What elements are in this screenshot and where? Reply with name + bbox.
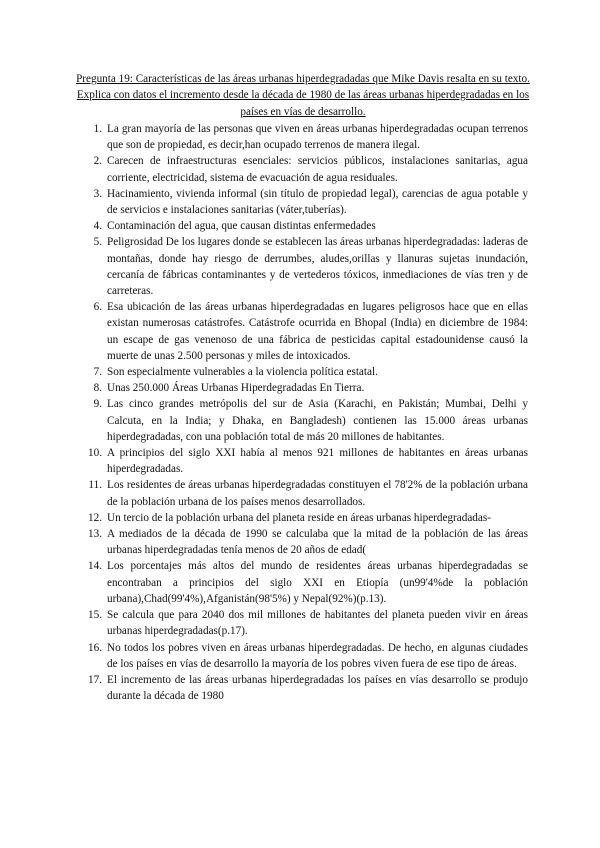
list-item-number: 12. bbox=[88, 511, 102, 524]
list-item-text: Los porcentajes más altos del mundo de residentes áreas urbanas hiperdegradadas se encontraban a principios del siglo XXI en Etiopía (un99'4%de la población urbana),Chad(99'4%),Afganistán(98'5%) y Nepal(92%)(p.13). bbox=[107, 560, 528, 605]
answer-list bbox=[80, 121, 528, 704]
list-item bbox=[80, 445, 528, 477]
list-item bbox=[80, 672, 528, 704]
list-item bbox=[80, 153, 528, 185]
list-item-number: 10. bbox=[88, 447, 102, 460]
list-item bbox=[80, 380, 528, 396]
list-item-number: 4. bbox=[93, 220, 102, 233]
list-item-number: 3. bbox=[93, 187, 102, 200]
list-item bbox=[80, 526, 528, 558]
list-item bbox=[80, 364, 528, 380]
list-item-number: 1. bbox=[93, 123, 102, 135]
list-item bbox=[80, 121, 528, 153]
list-item-text: Carecen de infraestructuras esenciales: servicios públicos, instalaciones sanitarias, agua corriente, electricidad, sistema de evacuación de agua residuales. bbox=[107, 155, 528, 184]
list-item-number: 2. bbox=[93, 155, 102, 168]
list-item bbox=[80, 477, 528, 509]
list-item-number: 8. bbox=[93, 382, 102, 395]
list-item-text: El incremento de las áreas urbanas hiperdegradadas los países en vías desarrollo se produjo durante la década de 1980 bbox=[107, 673, 528, 703]
list-item bbox=[80, 640, 528, 672]
list-item-number: 9. bbox=[93, 398, 102, 411]
list-item-text: La gran mayoría de las personas que viven en áreas urbanas hiperdegradadas ocupan terrenos que son de propiedad, es decir,han ocupado terrenos de manera ilegal. bbox=[107, 123, 528, 152]
list-item-number: 5. bbox=[93, 236, 102, 249]
list-item-text: Son especialmente vulnerables a la violencia política estatal. bbox=[107, 366, 378, 379]
list-item-text: Peligrosidad De los lugares donde se establecen las áreas urbanas hiperdegradadas: laderas de montañas, donde hay riesgo de derrumbes, aludes,orillas y llanuras sujetas inundación, cercanía de fábricas contaminantes y de vertederos tóxicos, inmediaciones de vías tren y de carreteras. bbox=[107, 236, 528, 298]
list-item bbox=[80, 218, 528, 234]
list-item-text: A principios del siglo XXI había al menos 921 millones de habitantes en áreas urbanas hiperdegradadas. bbox=[107, 447, 528, 476]
list-item-text: Un tercio de la población urbana del planeta reside en áreas urbanas hiperdegradadas- bbox=[107, 511, 491, 524]
list-item-text: Se calcula que para 2040 dos mil millones de habitantes del planeta pueden vivir en áreas urbanas hiperdegradadas(p.17). bbox=[107, 609, 528, 638]
list-item bbox=[80, 510, 528, 526]
list-item-number: 14. bbox=[88, 560, 102, 573]
list-item-text: No todos los pobres viven en áreas urbanas hiperdegradadas. De hecho, en algunas ciudades de los países en vías de desarrollo la mayoría de los pobres viven fuera de ese tipo de áreas. bbox=[107, 641, 528, 670]
list-item-text: Unas 250.000 Áreas Urbanas Hiperdegradadas En Tierra. bbox=[107, 382, 365, 395]
list-item-number: 17. bbox=[88, 673, 102, 686]
list-item-text: Hacinamiento, vivienda informal (sin título de propiedad legal), carencias de agua potable y de servicios e instalaciones sanitarias (váter,tuberías). bbox=[107, 187, 528, 217]
list-item bbox=[80, 396, 528, 445]
list-item-number: 15. bbox=[88, 609, 102, 622]
list-item-number: 16. bbox=[88, 641, 102, 654]
question-heading: Pregunta 19: Características de las áreas urbanas hiperdegradadas que Mike Davis resalta en su texto. Explica con datos el incremento desde la década de 1980 de las áreas urbanas hiperdegradadas en los países en vías de desarrollo. bbox=[76, 73, 530, 118]
list-item-text: Esa ubicación de las áreas urbanas hiperdegradadas en lugares peligrosos hace que en ellas existan numerosas catástrofes. Catástrofe ocurrida en Bhopal (India) en diciembre de 1984: un escape de gas venenoso de una fábrica de pesticidas capital estadounidense causó la muerte de unas 2.500 personas y miles de intoxicados. bbox=[107, 301, 528, 362]
list-item bbox=[80, 558, 528, 607]
list-item bbox=[80, 234, 528, 299]
list-item-text: Las cinco grandes metrópolis del sur de Asia (Karachi, en Pakistán; Mumbai, Delhi y Calcuta, en la India; y Dhaka, en Bangladesh) contienen las 15.000 áreas urbanas hiperdegradadas, con una población total de más 20 millones de habitantes. bbox=[107, 398, 528, 443]
list-item bbox=[80, 299, 528, 364]
list-item-text: Contaminación del agua, que causan distintas enfermedades bbox=[107, 220, 376, 233]
list-item bbox=[80, 607, 528, 639]
list-item-number: 7. bbox=[93, 366, 102, 379]
list-item-number: 6. bbox=[93, 301, 102, 314]
list-item-text: Los residentes de áreas urbanas hiperdegradadas constituyen el 78'2% de la población urbana de la población urbana de los países menos desarrollados. bbox=[107, 479, 528, 508]
list-item-number: 11. bbox=[88, 479, 102, 492]
list-item-number: 13. bbox=[88, 528, 102, 541]
list-item bbox=[80, 186, 528, 218]
list-item-text: A mediados de la década de 1990 se calculaba que la mitad de la población de las áreas urbanas hiperdegradadas tenía menos de 20 años de edad( bbox=[107, 528, 528, 557]
